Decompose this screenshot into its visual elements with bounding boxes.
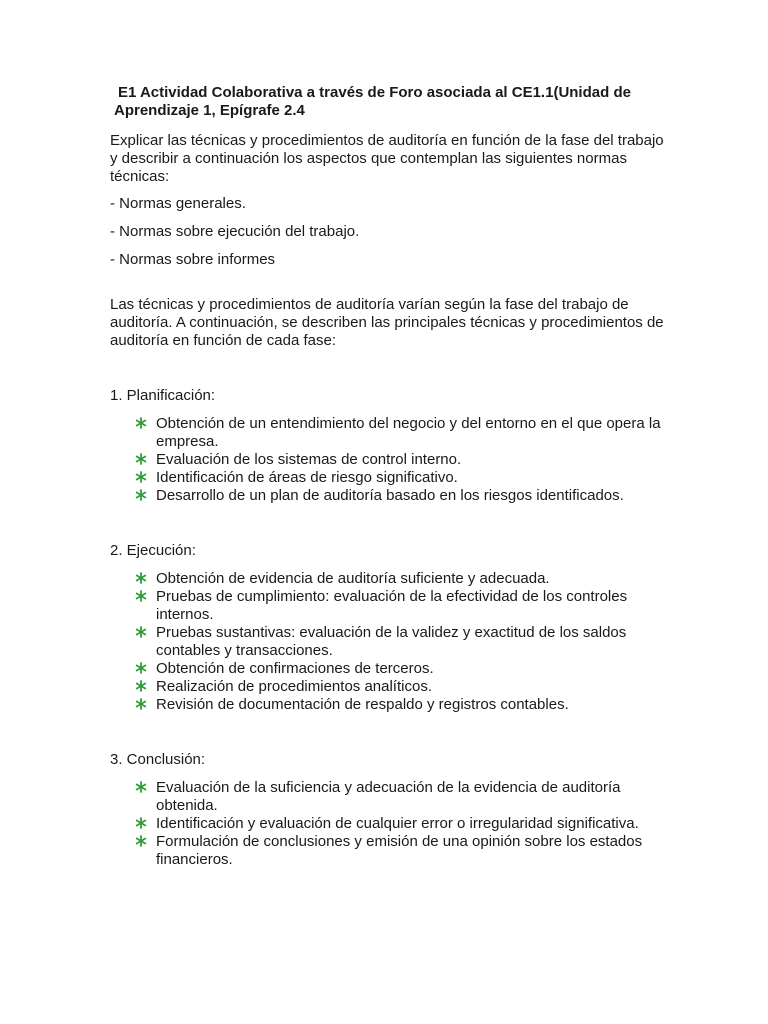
- list-item: Desarrollo de un plan de auditoría basado en los riesgos identificados.: [134, 487, 670, 505]
- star-bullet-icon: [134, 571, 148, 585]
- list-item: Obtención de evidencia de auditoría suficiente y adecuada.: [134, 570, 670, 588]
- section-list-ejecucion: [110, 570, 670, 714]
- section-list-conclusion: [110, 779, 670, 869]
- list-item: Evaluación de la suficiencia y adecuación de la evidencia de auditoría obtenida.: [134, 779, 670, 815]
- list-item: Pruebas sustantivas: evaluación de la validez y exactitud de los saldos contables y transacciones.: [134, 624, 670, 660]
- section-heading-conclusion: 3. Conclusión:: [110, 751, 206, 768]
- star-bullet-icon: [134, 470, 148, 484]
- star-bullet-icon: [134, 661, 148, 675]
- norm-item: - Normas generales.: [110, 195, 246, 212]
- star-bullet-icon: [134, 697, 148, 711]
- list-item: Obtención de confirmaciones de terceros.: [134, 660, 670, 678]
- star-bullet-icon: [134, 589, 148, 603]
- star-bullet-icon: [134, 488, 148, 502]
- intro-paragraph: Las técnicas y procedimientos de auditoría varían según la fase del trabajo de auditoría. A continuación, se describen las principales técnicas y procedimientos de auditoría en función de cada fase:: [110, 296, 664, 349]
- star-bullet-icon: [134, 816, 148, 830]
- list-item: Evaluación de los sistemas de control interno.: [134, 451, 670, 469]
- title-line-2: Aprendizaje 1, Epígrafe 2.4: [114, 102, 305, 119]
- star-bullet-icon: [134, 416, 148, 430]
- section-heading-planificacion: 1. Planificación:: [110, 387, 216, 404]
- list-item: Identificación y evaluación de cualquier error o irregularidad significativa.: [134, 815, 670, 833]
- assignment-prompt: Explicar las técnicas y procedimientos de auditoría en función de la fase del trabajo y describir a continuación los aspectos que contemplan las siguientes normas técnicas:: [110, 132, 664, 185]
- document-page: [110, 84, 670, 869]
- list-item: Obtención de un entendimiento del negocio y del entorno en el que opera la empresa.: [134, 415, 670, 451]
- list-item: Revisión de documentación de respaldo y registros contables.: [134, 696, 670, 714]
- document-title: [110, 84, 670, 120]
- star-bullet-icon: [134, 834, 148, 848]
- norm-item: - Normas sobre ejecución del trabajo.: [110, 223, 360, 240]
- title-line-1: E1 Actividad Colaborativa a través de Foro asociada al CE1.1(Unidad de: [118, 84, 631, 101]
- star-bullet-icon: [134, 452, 148, 466]
- star-bullet-icon: [134, 625, 148, 639]
- list-item: Realización de procedimientos analíticos.: [134, 678, 670, 696]
- section-heading-ejecucion: 2. Ejecución:: [110, 542, 196, 559]
- list-item: Formulación de conclusiones y emisión de una opinión sobre los estados financieros.: [134, 833, 670, 869]
- star-bullet-icon: [134, 780, 148, 794]
- list-item: Pruebas de cumplimiento: evaluación de la efectividad de los controles internos.: [134, 588, 670, 624]
- star-bullet-icon: [134, 679, 148, 693]
- section-list-planificacion: [110, 415, 670, 505]
- norm-item: - Normas sobre informes: [110, 251, 276, 268]
- list-item: Identificación de áreas de riesgo significativo.: [134, 469, 670, 487]
